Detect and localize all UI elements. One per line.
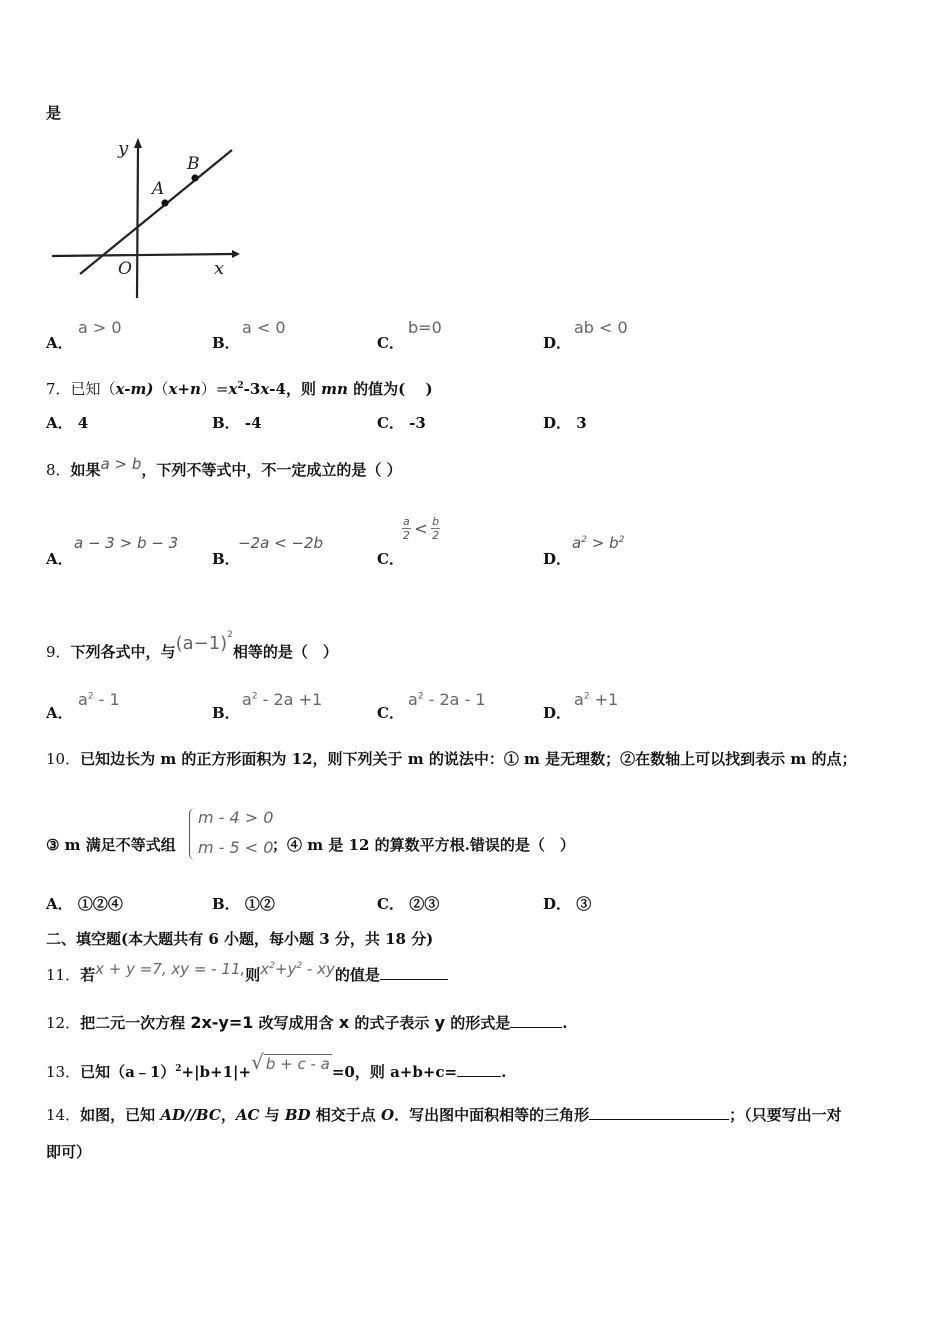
option-d: D． ③: [543, 895, 592, 913]
option-b-expr: $a^2 - 2a +1$: [242, 690, 323, 709]
option-d-expr: $a^2 > b^2$: [572, 534, 625, 552]
x-axis: [52, 254, 232, 256]
point-a-label: A: [152, 179, 165, 199]
option-a-expr: a > 0: [78, 318, 122, 337]
option-d-expr: $a^2 +1$: [574, 690, 619, 709]
option-d-expr: ab < 0: [574, 318, 628, 337]
x-axis-label: x: [214, 258, 225, 279]
option-d-letter: D．: [543, 704, 572, 722]
answer-blank[interactable]: [510, 1027, 562, 1028]
y-axis-arrow: [134, 138, 142, 148]
section-2-heading: 二、填空题(本大题共有 6 小题，每小题 3 分，共 18 分): [46, 930, 434, 948]
question-13-stem: 13．已知（a﹣1）$^2$+|b+1|+√ b + c - a =0，则 a+b+c= .: [46, 1050, 507, 1081]
option-b-letter: B．: [212, 550, 240, 568]
option-c: C． ②③: [377, 895, 440, 913]
y-axis-label: y: [118, 138, 129, 159]
option-d-letter: D．: [543, 550, 572, 568]
option-a-expr: $a^2 - 1$: [78, 690, 120, 709]
option-c-letter: C．: [377, 550, 404, 568]
option-c-expr: $a^2 - 2a - 1$: [408, 690, 486, 709]
coordinate-graph: [46, 134, 246, 304]
option-b-expr: −2a < −2b: [238, 534, 324, 552]
option-a-letter: A．: [46, 334, 73, 352]
option-b: B． ①②: [212, 895, 275, 913]
question-12-stem: 12．把二元一次方程 2x-y=1 改写成用含 x 的式子表示 y 的形式是 .: [46, 1013, 568, 1032]
option-c-letter: C．: [377, 704, 404, 722]
point-b-label: B: [187, 154, 200, 174]
question-14-line-1: 14．如图，已知 AD//BC，AC 与 BD 相交于点 O．写出图中面积相等的三角形 ；（只要写出一对: [46, 1106, 842, 1124]
option-d-letter: D．: [543, 334, 572, 352]
point-a-dot: [161, 199, 168, 206]
system-row-2: m - 5 < 0: [198, 838, 274, 857]
option-b: B． -4: [212, 414, 262, 432]
option-c-expr: b=0: [408, 318, 442, 337]
question-10-line-2-prefix: ③ m 满足不等式组: [46, 836, 176, 854]
answer-blank[interactable]: [457, 1076, 501, 1077]
answer-blank[interactable]: [380, 979, 448, 980]
option-c: C． -3: [377, 414, 426, 432]
option-a: A． 4: [46, 414, 89, 432]
radical: √ b + c - a: [251, 1050, 330, 1074]
y-axis: [137, 146, 138, 298]
answer-blank[interactable]: [589, 1119, 729, 1120]
option-a-expr: a − 3 > b − 3: [74, 534, 179, 552]
option-b-letter: B．: [212, 334, 240, 352]
point-b-dot: [191, 174, 198, 181]
system-brace: [189, 808, 196, 860]
question-8-stem: 8．如果a > b，下列不等式中，不一定成立的是（ ）: [46, 455, 402, 479]
question-10-line-2-suffix: ；④ m 是 12 的算数平方根.错误的是（ ）: [272, 836, 575, 854]
option-c-expr: $\frac{a}{2}$ < $\frac{b}{2}$: [402, 515, 440, 542]
question-10-line-1: 10．已知边长为 m 的正方形面积为 12，则下列关于 m 的说法中：① m 是无理数；②在数轴上可以找到表示 m 的点；: [46, 750, 857, 768]
x-axis-arrow: [232, 250, 240, 258]
question-14-line-2: 即可）: [46, 1143, 92, 1161]
option-a-letter: A．: [46, 550, 73, 568]
question-7-stem: 7．已知$(x-m)(x+n)=x^2-3x-4$，则 mn 的值为( ): [46, 380, 433, 398]
question-9-stem: 9．下列各式中，与$(a-1)^2$相等的是（ ）: [46, 630, 338, 661]
option-a: A． ①②④: [46, 895, 123, 913]
option-d: D． 3: [543, 414, 587, 432]
option-c-letter: C．: [377, 334, 404, 352]
option-b-expr: a < 0: [242, 318, 286, 337]
question-11-stem: 11．若x + y =7, xy = - 11,则$x^2+y^2$ - xy的值是: [46, 964, 448, 985]
question-6-stem-tail: 是: [46, 104, 62, 122]
origin-label: O: [118, 259, 132, 279]
option-a-letter: A．: [46, 704, 73, 722]
option-b-letter: B．: [212, 704, 240, 722]
system-row-1: m - 4 > 0: [198, 808, 274, 827]
